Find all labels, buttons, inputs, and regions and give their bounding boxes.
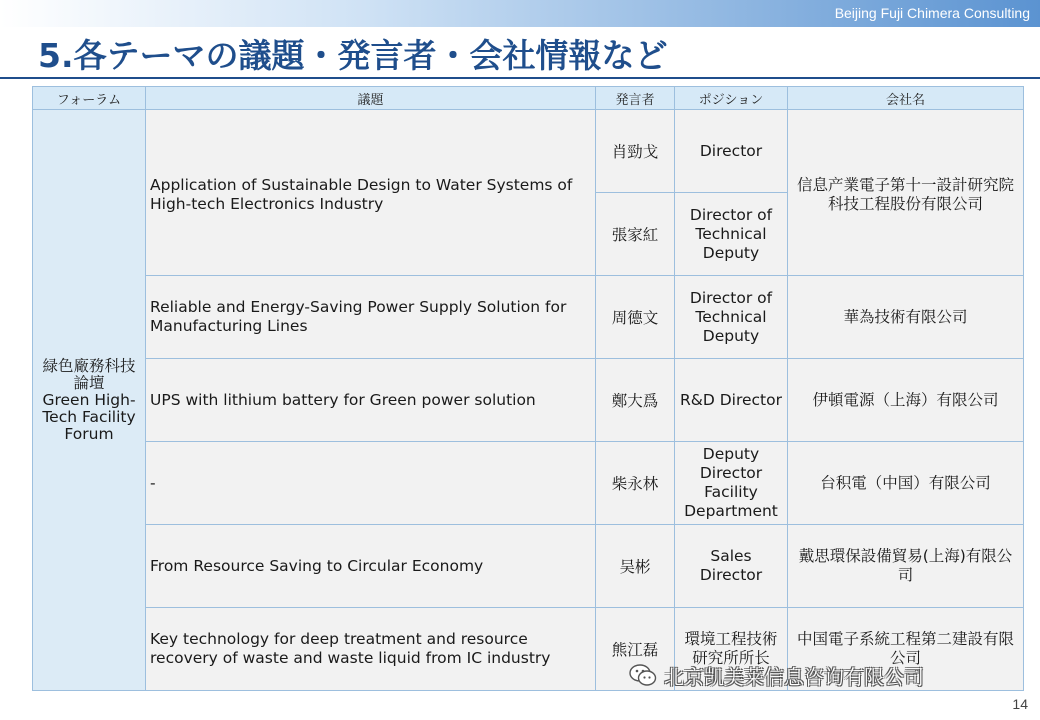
col-header-topic: 議題 (146, 87, 596, 110)
forum-name-zh: 緑色廠務科技論壇 (42, 356, 136, 392)
topic-cell: Application of Sustainable Design to Water Systems of High-tech Electronics Industry (146, 110, 596, 276)
position-cell: Director of Technical Deputy (675, 193, 788, 276)
table-row (33, 110, 1024, 193)
position-cell: Sales Director (675, 525, 788, 608)
topic-cell: Reliable and Energy-Saving Power Supply Solution for Manufacturing Lines (146, 276, 596, 359)
speaker-cell: 熊江磊 (596, 608, 675, 691)
speaker-cell: 張家紅 (596, 193, 675, 276)
forum-cell (33, 110, 146, 691)
table-row (33, 276, 1024, 359)
company-cell: 華為技術有限公司 (788, 276, 1024, 359)
position-cell: Director (675, 110, 788, 193)
topic-cell: From Resource Saving to Circular Economy (146, 525, 596, 608)
table-row (33, 359, 1024, 442)
topic-cell: - (146, 442, 596, 525)
company-cell: 戴思環保設備貿易(上海)有限公司 (788, 525, 1024, 608)
topic-cell: UPS with lithium battery for Green power solution (146, 359, 596, 442)
table-row (33, 525, 1024, 608)
agenda-table (32, 86, 1024, 691)
position-cell: Deputy Director Facility Department (675, 442, 788, 525)
topic-cell: Key technology for deep treatment and resource recovery of waste and waste liquid from IC industry (146, 608, 596, 691)
header-row (33, 87, 1024, 110)
speaker-cell: 吴彬 (596, 525, 675, 608)
speaker-cell: 周德文 (596, 276, 675, 359)
position-cell: R&D Director (675, 359, 788, 442)
col-header-speaker: 発言者 (596, 87, 675, 110)
forum-name-en: Green High-Tech Facility Forum (42, 390, 136, 443)
speaker-cell: 柴永林 (596, 442, 675, 525)
col-header-position: ポジション (675, 87, 788, 110)
speaker-cell: 鄭大爲 (596, 359, 675, 442)
title-divider (0, 77, 1040, 79)
page-title: 5.各テーマの議題・発言者・会社情報など (38, 36, 668, 75)
watermark (628, 660, 924, 690)
col-header-forum: フォーラム (33, 87, 146, 110)
col-header-company: 会社名 (788, 87, 1024, 110)
company-cell: 中国電子系統工程第二建設有限公司 (788, 608, 1024, 691)
header-bar (0, 0, 1040, 27)
company-name: Beijing Fuji Chimera Consulting (834, 5, 1030, 21)
company-cell: 信息产業電子第十一設計研究院科技工程股份有限公司 (788, 110, 1024, 276)
company-cell: 伊頓電源（上海）有限公司 (788, 359, 1024, 442)
wechat-icon (628, 660, 658, 690)
position-cell: Director of Technical Deputy (675, 276, 788, 359)
table-row (33, 442, 1024, 525)
speaker-cell: 肖勁戈 (596, 110, 675, 193)
page-number: 14 (1012, 696, 1028, 712)
watermark-text: 北京凯美莱信息咨询有限公司 (664, 664, 924, 689)
company-cell: 台积電（中国）有限公司 (788, 442, 1024, 525)
position-cell: 環境工程技術研究所所长 (675, 608, 788, 691)
